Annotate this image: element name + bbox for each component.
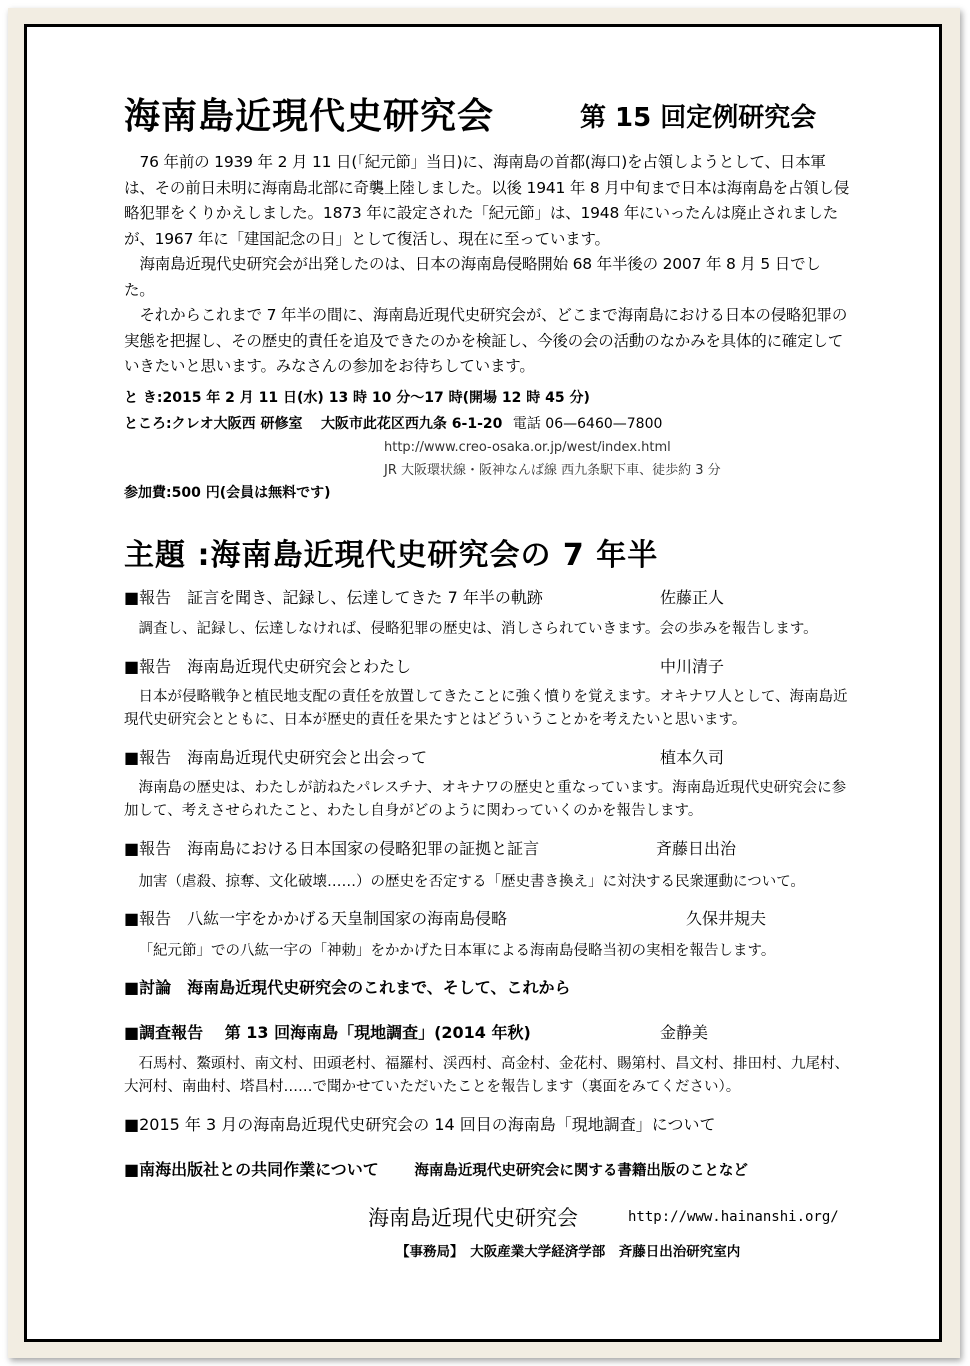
report-description: 加害（虐殺、掠奪、文化破壊……）の歴史を否定する「歴史書き換え」に対決する民衆運動について。: [138, 874, 805, 890]
footer-organization: 海南島近現代史研究会: [368, 1206, 578, 1230]
report-speaker: 植本久司: [660, 748, 725, 767]
report-speaker: 斉藤日出治: [656, 839, 737, 858]
venue-url-link[interactable]: http://www.creo-osaka.or.jp/west/index.html: [384, 440, 671, 455]
footer-office: 【事務局】 大阪産業大学経済学部 斉藤日出治研究室内: [396, 1244, 741, 1260]
intro-paragraph-2: 海南島近現代史研究会が出発したのは、日本の海南島侵略開始 68 年半後の 2007 年 8 月 5 日でした。: [124, 255, 821, 299]
intro-paragraph-1: 76 年前の 1939 年 2 月 11 日(「紀元節」当日)に、海南島の首都(海口)を占領しようとして、日本軍は、その前日未明に海南島北部に奇襲上陸しました。以後 1941 年 8 月中旬まで日本は海南島を占領し侵略犯罪をくりかえしました。1873 年に設定された「紀元節」は、1948 年にいったんは廃止されましたが、1967 年に「建国記念の日」として復活し、現在に至っています。: [124, 153, 850, 248]
intro-paragraph-3: それからこれまで 7 年半の間に、海南島近現代史研究会が、どこまで海南島における日本の侵略犯罪の実態を把握し、その歴史的責任を追及できたのかを検証し、今後の会の活動のなかみを具体的に確定していきたいと思います。みなさんの参加をお待ちしています。: [124, 306, 848, 375]
notice-march-survey: ■2015 年 3 月の海南島近現代史研究会の 14 回目の海南島「現地調査」について: [124, 1115, 716, 1134]
place-address: 大阪市此花区西九条 6-1-20: [320, 416, 503, 432]
survey-speaker: 金静美: [660, 1023, 709, 1042]
report-title: ■報告 海南島近現代史研究会とわたし: [124, 657, 412, 676]
intro-text: [124, 150, 850, 380]
place-label: ところ:クレオ大阪西 研修室: [124, 416, 303, 432]
report-description: 日本が侵略戦争と植民地支配の責任を放置してきたことに強く憤りを覚えます。オキナワ人として、海南島近現代史研究会とともに、日本が歴史的責任を果たすとはどういうことかを考えたいと思います。: [124, 689, 848, 728]
report-title: ■報告 海南島における日本国家の侵略犯罪の証拠と証言: [124, 839, 540, 858]
discussion-heading: ■討論 海南島近現代史研究会のこれまで、そして、これから: [124, 978, 571, 997]
notice-publishing: [124, 1157, 748, 1180]
event-fee: 参加費:500 円(会員は無料です): [124, 485, 331, 501]
report-speaker: 久保井規夫: [686, 909, 767, 928]
notice-publishing-detail: 海南島近現代史研究会に関する書籍出版のことなど: [414, 1163, 748, 1179]
report-title: ■報告 海南島近現代史研究会と出会って: [124, 748, 428, 767]
footer-website-link[interactable]: http://www.hainanshi.org/: [628, 1209, 839, 1225]
venue-access: JR 大阪環状線・阪神なんば線 西九条駅下車、徒歩約 3 分: [384, 463, 721, 478]
report-description: 調査し、記録し、伝達しなければ、侵略犯罪の歴史は、消しさられていきます。会の歩みを報告します。: [138, 621, 818, 637]
report-title: ■報告 八紘一宇をかかげる天皇制国家の海南島侵略: [124, 909, 508, 928]
report-title: ■報告 証言を聞き、記録し、伝達してきた 7 年半の軌跡: [124, 588, 543, 607]
theme-heading: 主題 :海南島近現代史研究会の 7 年半: [124, 538, 659, 573]
place-phone: 電話 06—6460—7800: [512, 416, 663, 432]
event-time: と き:2015 年 2 月 11 日(水) 13 時 10 分〜17 時(開場 12 時 45 分): [124, 390, 590, 406]
report-description: 海南島の歴史は、わたしが訪ねたパレスチナ、オキナワの歴史と重なっています。海南島近現代史研究会に参加して、考えさせられたこと、わたし自身がどのように関わっていくのかを報告します。: [124, 780, 847, 819]
report-speaker: 佐藤正人: [660, 588, 725, 607]
page-subtitle: 第 15 回定例研究会: [580, 103, 817, 133]
notice-publishing-title: ■南海出版社との共同作業について: [124, 1160, 379, 1179]
report-speaker: 中川清子: [660, 657, 725, 676]
survey-description: 石馬村、鰲頭村、南文村、田頭老村、福羅村、渓西村、高金村、金花村、賜第村、昌文村、排田村、九尾村、大河村、南曲村、塔昌村……で聞かせていただいたことを報告します（裏面をみてください）。: [124, 1056, 849, 1095]
event-place: [124, 413, 662, 436]
page-title: 海南島近現代史研究会: [124, 96, 495, 137]
survey-heading: ■調査報告 第 13 回海南島「現地調査」(2014 年秋): [124, 1023, 531, 1042]
report-description: 「紀元節」での八紘一宇の「神勅」をかかげた日本軍による海南島侵略当初の実相を報告します。: [138, 943, 776, 959]
